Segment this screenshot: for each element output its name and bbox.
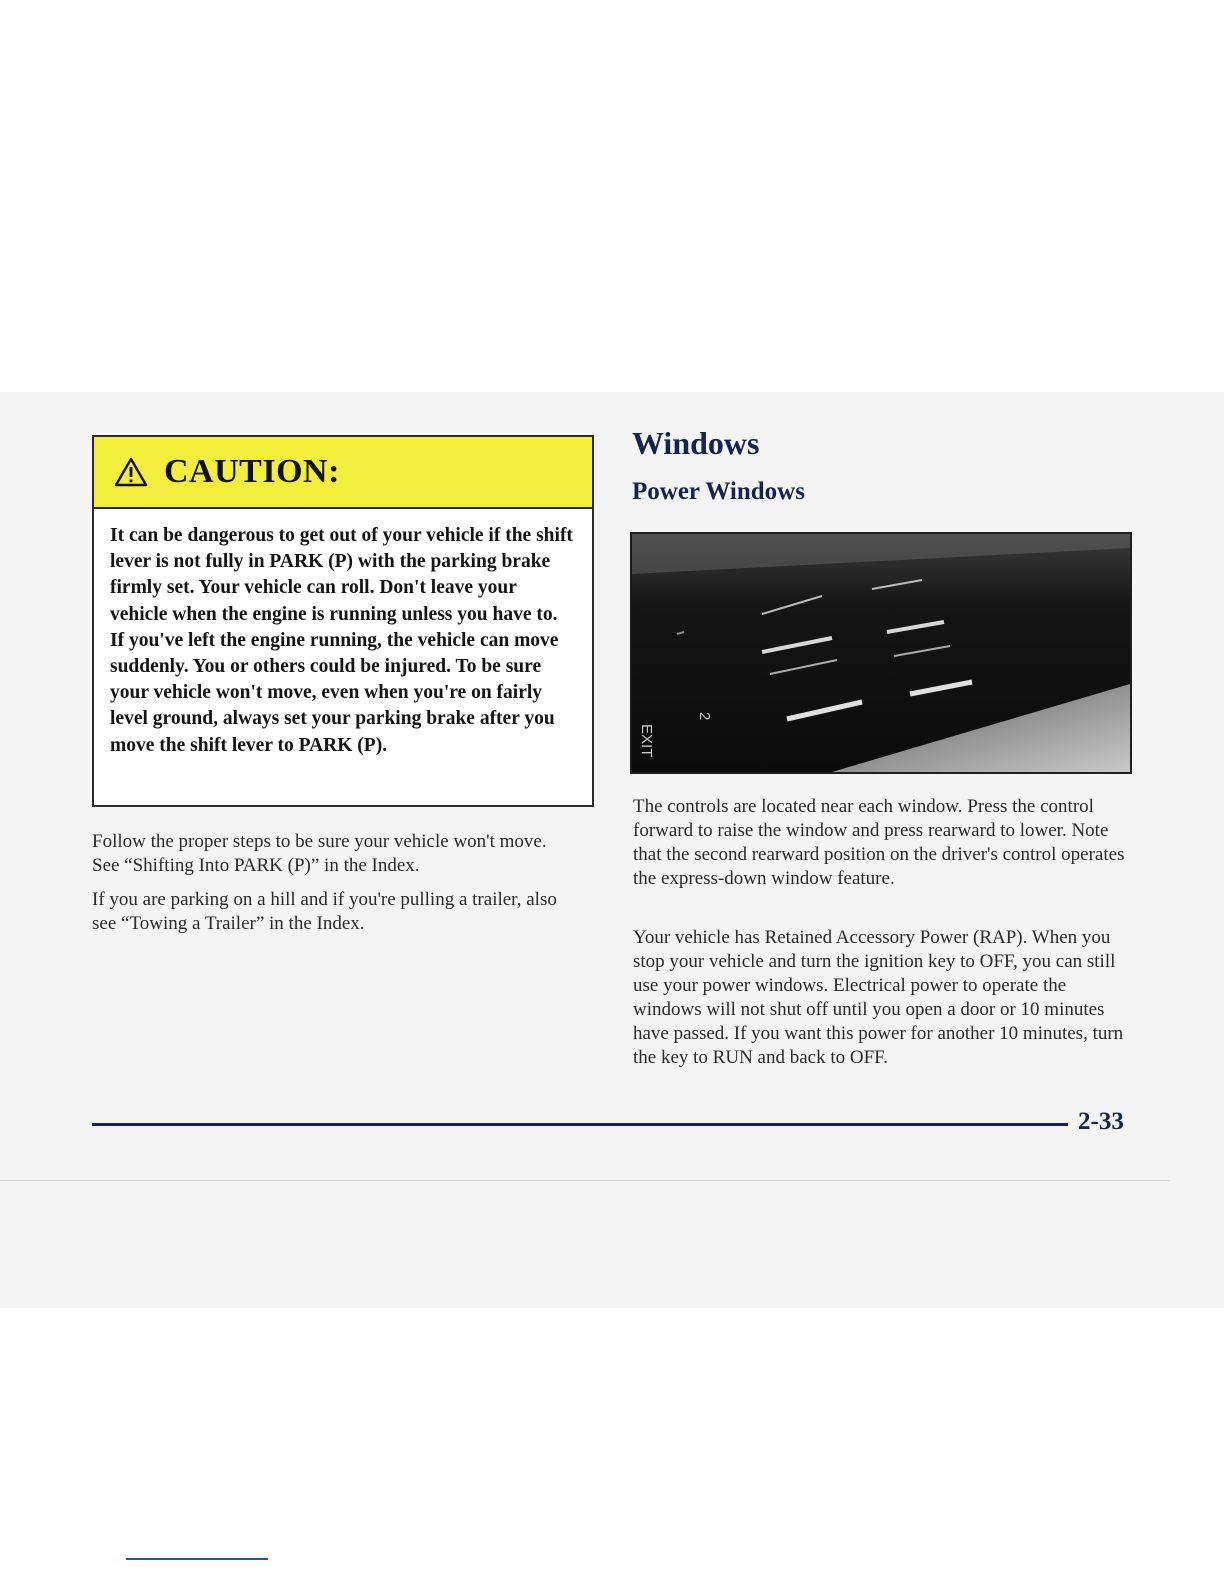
window-switch-image [632,534,1130,772]
footer-rule [92,1123,1068,1126]
power-window-controls-photo [630,532,1132,774]
section-heading: Windows [632,425,760,461]
caution-box [92,435,594,807]
warning-triangle-icon [114,457,148,487]
caution-header [94,437,592,509]
section-subheading: Power Windows [632,478,805,505]
caution-title: CAUTION: [164,453,340,490]
caution-text: It can be dangerous to get out of your vehicle if the shift lever is not fully in PARK (P) with the parking brake firmly set. Your vehicle can roll. Don't leave your vehicle when the engine is running unless you have to. If you've left the engine running, the vehicle can move suddenly. You or others could be injured. To be sure your vehicle won't move, even when you're on fairly level ground, always set your parking brake after you move the shift lever to PARK (P). [110,525,573,756]
page-number: 2-33 [1078,1108,1124,1135]
left-paragraph-1: Follow the proper steps to be sure your vehicle won't move. See “Shifting Into PARK (P)” in the Index. [92,831,547,876]
right-paragraph-2: Your vehicle has Retained Accessory Power (RAP). When you stop your vehicle and turn the ignition key to OFF, you can still use your power windows. Electrical power to operate the windows will not shut off until you open a door or 10 minutes have passed. If you want this power for another 10 minutes, turn the key to RUN and back to OFF. [633,927,1124,1068]
bottom-link-line [126,1558,268,1560]
right-paragraph-1: The controls are located near each window. Press the control forward to raise the window and press rearward to lower. Note that the second rearward position on the driver's control operates the express-down window feature. [633,796,1125,889]
divider [0,1180,1170,1181]
exit-label: EXIT [638,724,655,758]
window-number-label: 2 [696,712,713,721]
left-paragraph-2: If you are parking on a hill and if you're pulling a trailer, also see “Towing a Trailer” in the Index. [92,889,557,934]
